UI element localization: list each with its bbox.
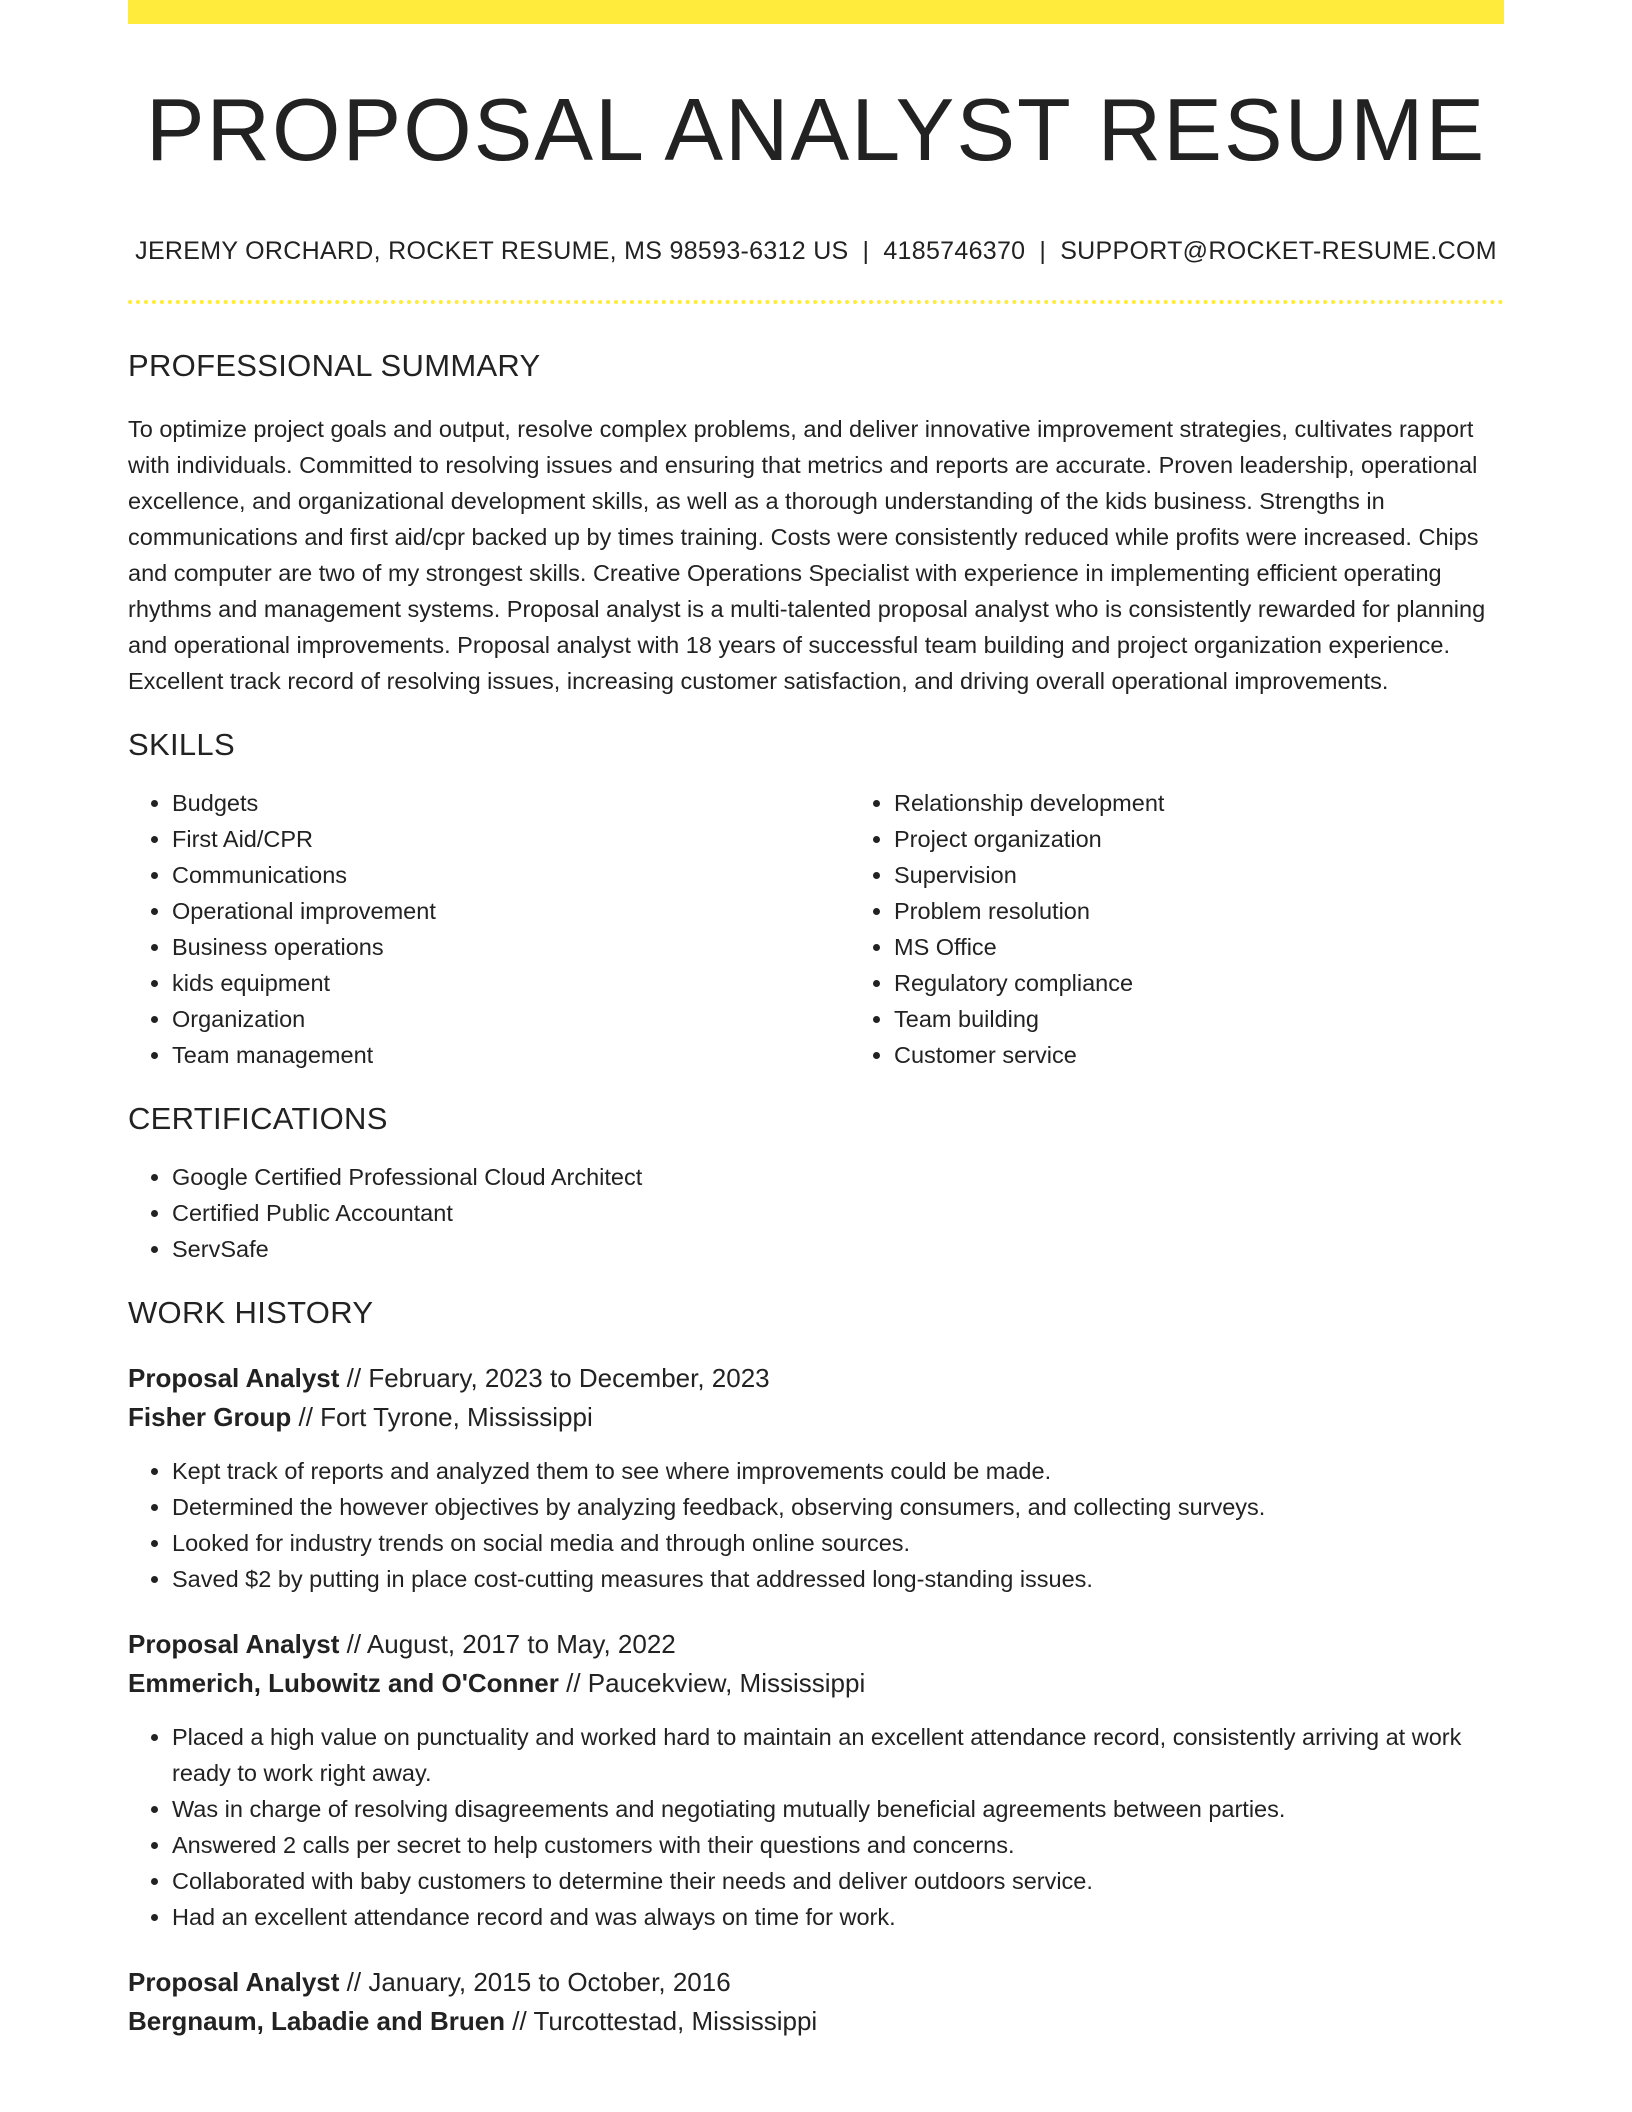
accent-top-bar [128,0,1504,24]
skill-item: • First Aid/CPR [172,821,850,857]
skill-item: • Team building [894,1001,1572,1037]
job-title: Proposal Analyst [128,1362,340,1393]
job-title-line [128,1625,1504,1664]
resume-page [128,0,1504,2041]
skills-section [128,727,1504,1073]
job-dates: // January, 2015 to October, 2016 [339,1966,731,1997]
skill-item: • MS Office [894,929,1572,965]
job-dates: // August, 2017 to May, 2022 [339,1628,676,1659]
job-title: Proposal Analyst [128,1966,340,1997]
job-entry [128,1963,1504,2041]
job-location: // Fort Tyrone, Mississippi [291,1401,593,1432]
job-dates: // February, 2023 to December, 2023 [339,1362,770,1393]
skills-list-right [850,785,1572,1073]
job-bullets [128,1453,1504,1597]
contact-address: JEREMY ORCHARD, ROCKET RESUME, MS 98593-6312 US [135,236,849,265]
job-bullet: • Was in charge of resolving disagreements and negotiating mutually beneficial agreements between parties. [172,1791,1504,1827]
certifications-list [128,1159,1504,1267]
job-bullet: • Kept track of reports and analyzed them to see where improvements could be made. [172,1453,1504,1489]
section-heading: CERTIFICATIONS [128,1100,388,1136]
skill-item: • Business operations [172,929,850,965]
contact-separator: | [1039,236,1047,265]
job-bullet: • Determined the however objectives by analyzing feedback, observing consumers, and collecting surveys. [172,1489,1504,1525]
job-title-line [128,1963,1504,2002]
certification-item: • Google Certified Professional Cloud Architect [172,1159,1504,1195]
skill-item: • Budgets [172,785,850,821]
section-heading: WORK HISTORY [128,1294,374,1330]
skill-item: • Project organization [894,821,1572,857]
contact-phone: 4185746370 [883,236,1026,265]
skill-item: • Team management [172,1037,850,1073]
certification-item: • ServSafe [172,1231,1504,1267]
section-heading: SKILLS [128,726,235,762]
certifications-section [128,1101,1504,1267]
contact-line [128,237,1504,266]
skill-item: • Communications [172,857,850,893]
job-bullet: • Placed a high value on punctuality and worked hard to maintain an excellent attendance record, consistently arriving at work ready to work right away. [172,1719,1504,1791]
skill-item: • kids equipment [172,965,850,1001]
skill-item: • Supervision [894,857,1572,893]
resume-title: PROPOSAL ANALYST RESUME [145,80,1487,179]
job-company-line [128,1398,1504,1437]
job-bullet: • Answered 2 calls per secret to help customers with their questions and concerns. [172,1827,1504,1863]
job-bullet: • Collaborated with baby customers to determine their needs and deliver outdoors service. [172,1863,1504,1899]
certification-item: • Certified Public Accountant [172,1195,1504,1231]
job-company-line [128,1664,1504,1703]
skill-item: • Problem resolution [894,893,1572,929]
dotted-divider [128,300,1504,304]
job-bullet: • Looked for industry trends on social media and through online sources. [172,1525,1504,1561]
job-entry [128,1625,1504,1935]
skill-item: • Operational improvement [172,893,850,929]
skills-list-left [128,785,850,1073]
job-bullets [128,1719,1504,1935]
contact-email: SUPPORT@ROCKET-RESUME.COM [1060,236,1497,265]
job-company: Fisher Group [128,1401,292,1432]
job-location: // Paucekview, Mississippi [558,1667,866,1698]
section-heading: PROFESSIONAL SUMMARY [128,347,541,383]
skills-columns [128,763,1504,1073]
job-bullet: • Saved $2 by putting in place cost-cutting measures that addressed long-standing issues. [172,1561,1504,1597]
job-location: // Turcottestad, Mississippi [505,2005,818,2036]
summary-text: To optimize project goals and output, resolve complex problems, and deliver innovative improvement strategies, cultivates rapport with individuals. Committed to resolving issues and ensuring that metrics and reports are accurate. Proven leadership, operational excellence, and organizational development skills, as well as a thorough understanding of the kids business. Strengths in communications and first aid/cpr backed up by times training. Costs were consistently reduced while profits were increased. Chips and computer are two of my strongest skills. Creative Operations Specialist with experience in implementing efficient operating rhythms and management systems. Proposal analyst is a multi-talented proposal analyst who is consistently rewarded for planning and operational improvements. Proposal analyst with 18 years of successful team building and project organization experience. Excellent track record of resolving issues, increasing customer satisfaction, and driving overall operational improvements. [128,415,1486,694]
job-bullet: • Had an excellent attendance record and was always on time for work. [172,1899,1504,1935]
skill-item: • Customer service [894,1037,1572,1073]
work-history-section [128,1295,1504,2041]
job-company: Bergnaum, Labadie and Bruen [128,2005,506,2036]
skill-item: • Relationship development [894,785,1572,821]
skill-item: • Organization [172,1001,850,1037]
contact-separator: | [862,236,870,265]
professional-summary-section [128,348,1504,699]
job-title: Proposal Analyst [128,1628,340,1659]
job-company-line [128,2002,1504,2041]
job-entry [128,1359,1504,1597]
job-title-line [128,1359,1504,1398]
job-company: Emmerich, Lubowitz and O'Conner [128,1667,559,1698]
skill-item: • Regulatory compliance [894,965,1572,1001]
